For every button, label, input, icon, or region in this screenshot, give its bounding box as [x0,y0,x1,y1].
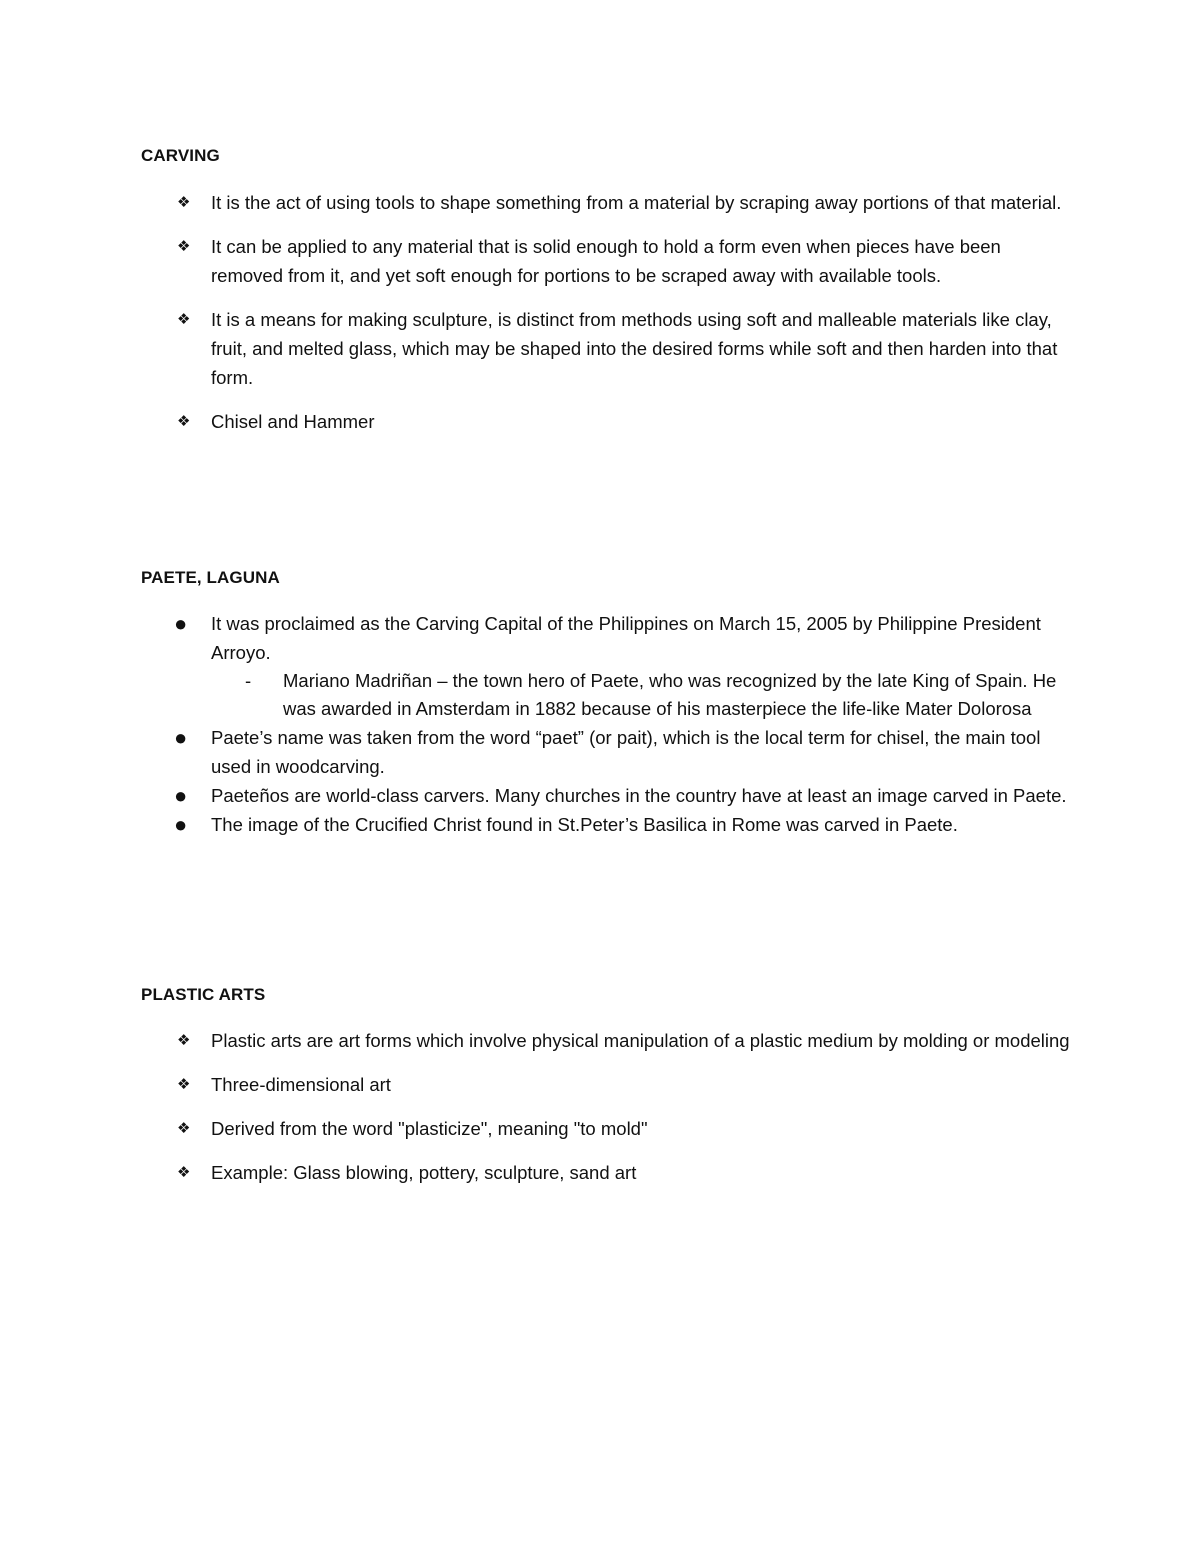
bullet-list [141,609,1071,667]
section-carving [141,145,1071,451]
diamond-bullet-icon: ❖ [177,1032,191,1049]
dash-bullet-icon: - [245,670,252,691]
round-bullet-icon: ● [174,783,188,808]
section-plastic-arts [141,984,1071,1202]
round-bullet-icon: ● [174,812,188,837]
diamond-bullet-icon: ❖ [177,1076,191,1093]
list-item [141,1070,1071,1099]
section-heading: PAETE, LAGUNA [141,568,280,587]
diamond-bullet-icon: ❖ [177,238,191,255]
sub-list-item [141,667,1071,723]
list-item [141,305,1071,392]
sub-list-item-text: Mariano Madriñan – the town hero of Paete, who was recognized by the late King of Spain. He was awarded in Amsterdam in 1882 because of his masterpiece the life-like Mater Dolorosa [283,670,1057,719]
list-item [141,1114,1071,1143]
section-paete-laguna [141,567,1071,839]
list-item-text: The image of the Crucified Christ found in St.Peter’s Basilica in Rome was carved in Paete. [211,814,958,835]
list-item-text: It was proclaimed as the Carving Capital of the Philippines on March 15, 2005 by Philippine President Arroyo. [211,613,1041,663]
list-item-text: Paeteños are world-class carvers. Many churches in the country have at least an image carved in Paete. [211,785,1067,806]
list-item-text: Three-dimensional art [211,1074,391,1095]
list-item-text: Example: Glass blowing, pottery, sculpture, sand art [211,1162,637,1183]
list-item [141,1158,1071,1187]
diamond-bullet-icon: ❖ [177,1120,191,1137]
list-item [141,407,1071,436]
diamond-bullet-icon: ❖ [177,1164,191,1181]
list-item [141,723,1071,781]
diamond-bullet-icon: ❖ [177,413,191,430]
list-item-text: Plastic arts are art forms which involve physical manipulation of a plastic medium by molding or modeling [211,1030,1070,1051]
diamond-bullet-icon: ❖ [177,311,191,328]
section-heading: PLASTIC ARTS [141,985,266,1004]
list-item-text: Derived from the word "plasticize", meaning "to mold" [211,1118,648,1139]
list-item-text: It is a means for making sculpture, is distinct from methods using soft and malleable materials like clay, fruit, and melted glass, which may be shaped into the desired forms while soft and then harden into that form. [211,309,1058,388]
bullet-list [141,1026,1071,1187]
diamond-bullet-icon: ❖ [177,194,191,211]
list-item-text: Paete’s name was taken from the word “paet” (or pait), which is the local term for chisel, the main tool used in woodcarving. [211,727,1041,777]
list-item-text: It can be applied to any material that is solid enough to hold a form even when pieces have been removed from it, and yet soft enough for portions to be scraped away with available tools. [211,236,1001,286]
list-item [141,810,1071,839]
list-item-text: Chisel and Hammer [211,411,375,432]
list-item [141,232,1071,290]
list-item [141,609,1071,667]
section-heading: CARVING [141,146,220,165]
list-item-text: It is the act of using tools to shape something from a material by scraping away portions of that material. [211,192,1062,213]
list-item [141,781,1071,810]
round-bullet-icon: ● [174,725,188,750]
bullet-list [141,723,1071,839]
round-bullet-icon: ● [174,611,188,636]
list-item [141,1026,1071,1055]
list-item [141,188,1071,217]
bullet-list [141,188,1071,436]
